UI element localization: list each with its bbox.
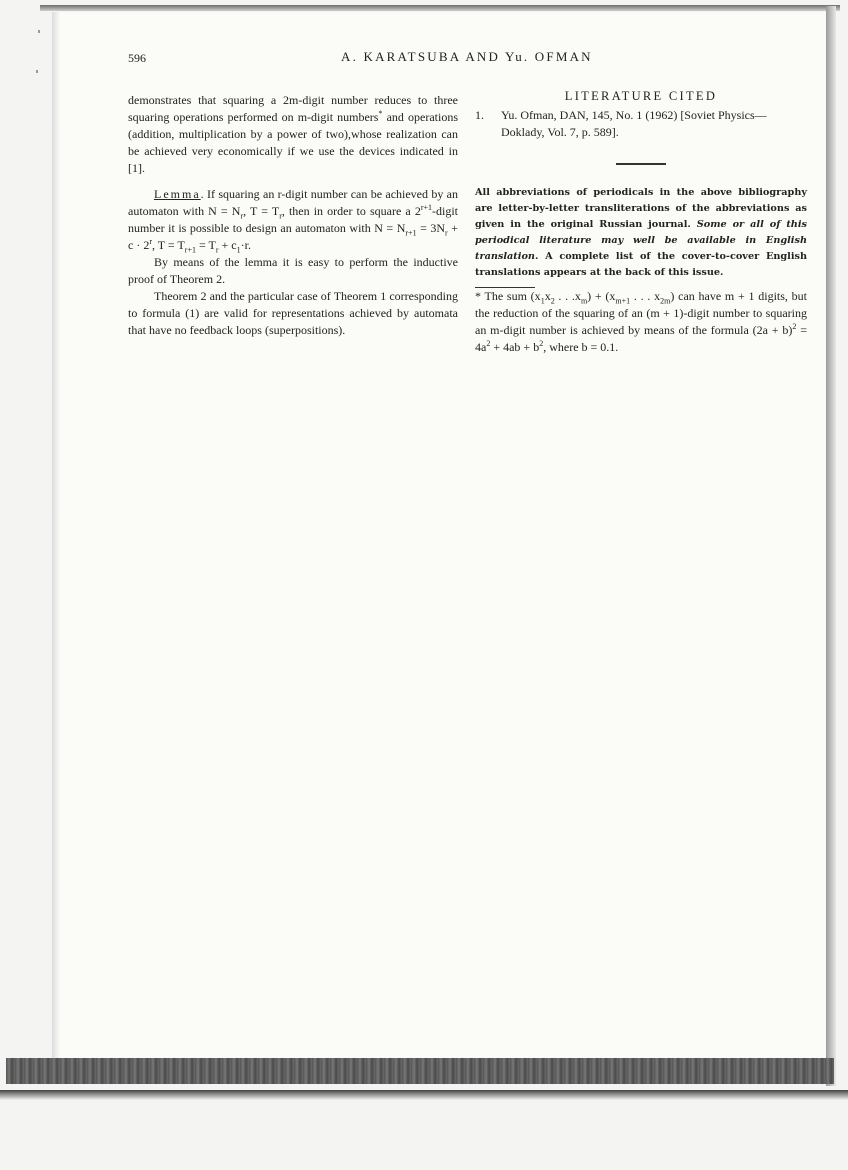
lemma-paragraph: Lemma. If squaring an r-digit number can be achieved by an automaton with $N = N_r$, $T = T_r$, then in order to square a $2^{r+1}$-digit number it is possible to design an automaton with $N = N_{r+1} = 3N_r + c \cdot 2^r$, $T = T_{r+1} = T_r + c_1\cdot r$. — [128, 187, 459, 255]
scan-speck — [38, 30, 40, 33]
scan-speck — [36, 70, 38, 73]
reference-text: Yu. Ofman, DAN, 145, No. 1 (1962) [Soviet Physics—Doklady, Vol. 7, p. 589]. — [501, 108, 767, 139]
lemma-label: Lemma — [154, 187, 201, 201]
scan-bottom-edge — [6, 1058, 834, 1084]
footnote-mark: * — [475, 289, 481, 303]
reference-item — [475, 107, 807, 141]
abbreviation-note: All abbreviations of periodicals in the above bibliography are letter-by-letter transliterations of the abbreviations as given in the original Russian journal. Some or all of this periodical literature may well be available in English translation. A complete list of the cover-to-cover English translations appears at the back of this issue. — [475, 187, 807, 278]
footnote: * The sum ($x_1x_2$ . . $.x_m) + (x_{m+1}$ . . . $x_{2m}$) can have m + 1 digits, but the reduction of the squaring of an (m + 1)-digit number to squaring an m-digit number is achieved by means of the formula $(2a + b)^2 = 4a^2 + 4ab + b^2$, where b = 0.1. — [475, 289, 807, 354]
scan-bottom-shadow — [0, 1090, 848, 1100]
left-column — [128, 92, 458, 339]
page-left-shadow — [52, 12, 60, 1072]
literature-heading: LITERATURE CITED — [564, 89, 718, 103]
right-column — [475, 88, 807, 356]
paragraph-lemma-induction: By means of the lemma it is easy to perform the inductive proof of Theorem 2. — [128, 255, 458, 286]
reference-number: 1. — [475, 108, 484, 122]
page-number: 596 — [128, 51, 146, 65]
section-divider — [616, 163, 666, 165]
running-head: A. KARATSUBA AND Yu. OFMAN — [341, 49, 593, 64]
paragraph-theorem-2: Theorem 2 and the particular case of Theorem 1 corresponding to formula (1) are valid for representations achieved by automata that have no feedback loops (superpositions). — [128, 289, 458, 337]
page-right-edge — [826, 6, 836, 1086]
paragraph-demonstrates: demonstrates that squaring a 2m-digit number reduces to three squaring operations performed on m-digit numbers* and operations (addition, multiplication by a power of two),whose realization can be achieved very economically if we use the devices indicated in [1]. — [128, 93, 459, 175]
scan-top-edge — [40, 5, 840, 11]
footnote-mark: * — [378, 109, 383, 118]
